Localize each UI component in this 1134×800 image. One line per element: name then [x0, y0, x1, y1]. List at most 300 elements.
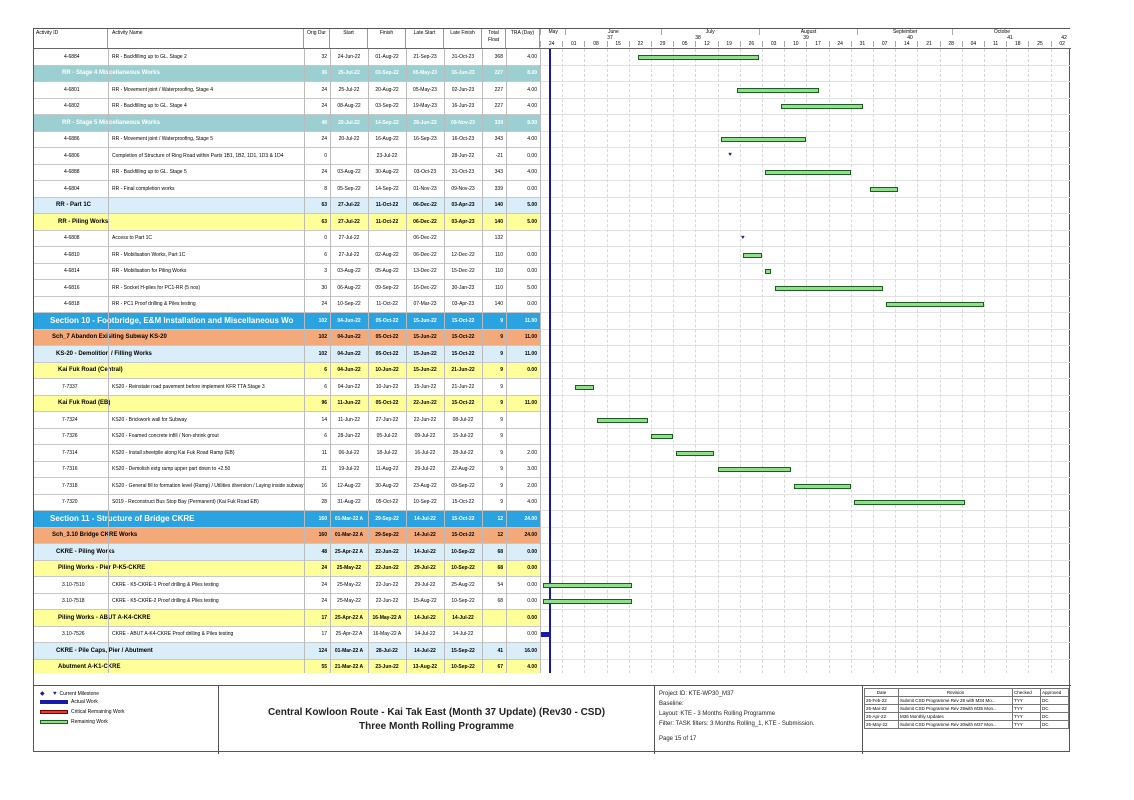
- cell-dur: 24: [321, 301, 327, 308]
- gantt-gridline: [740, 49, 741, 673]
- activity-row[interactable]: [34, 231, 540, 248]
- cell-finish: 29-Sep-22: [375, 532, 399, 539]
- cell-tf: 12: [497, 532, 503, 539]
- cell-start: 27-Jul-22: [338, 202, 360, 209]
- cell-tra: 11.00: [524, 334, 537, 341]
- cell-finish: 10-Jun-22: [375, 367, 399, 374]
- cell-tf: 9: [500, 466, 503, 473]
- cell-lstart: 01-Nov-23: [413, 185, 437, 192]
- wbs-band-row[interactable]: [34, 511, 540, 528]
- remaining-work-bar[interactable]: [794, 484, 851, 489]
- remaining-work-bar[interactable]: [651, 434, 673, 439]
- legend: [34, 686, 219, 754]
- cell-lfinish: 28-Jun-22: [451, 152, 475, 159]
- milestone-marker[interactable]: ♥: [728, 152, 732, 158]
- milestone-legend-icon: ◆ ♥: [40, 691, 57, 697]
- remaining-work-bar[interactable]: [781, 104, 863, 109]
- activity-row[interactable]: [34, 379, 540, 396]
- cell-finish: 28-Jul-22: [376, 647, 398, 654]
- cell-tra: 0.00: [527, 598, 537, 605]
- activity-table: [34, 49, 1071, 673]
- cell-tf: 9: [500, 433, 503, 440]
- actual-work-bar[interactable]: [541, 632, 550, 637]
- wbs-band-row[interactable]: [34, 643, 540, 660]
- cell-lfinish: 30-Jan-23: [451, 284, 475, 291]
- cell-tf: 110: [495, 251, 503, 258]
- cell-lfinish: 10-Sep-22: [451, 548, 475, 555]
- cell-start: 06-Jul-22: [338, 449, 360, 456]
- cell-start: 21-Mar-22 A: [334, 664, 364, 671]
- cell-lfinish: 03-Apr-23: [451, 218, 475, 225]
- cell-finish: 05-Oct-22: [375, 317, 399, 324]
- cell-finish: 05-Oct-22: [375, 334, 399, 341]
- cell-finish: 03-Sep-22: [375, 70, 399, 77]
- activity-row[interactable]: [34, 247, 540, 264]
- cell-start: 31-Aug-22: [337, 499, 361, 506]
- legend-current-milestone: Current Milestone: [59, 690, 99, 697]
- cell-tra: 5.00: [527, 218, 537, 225]
- cell-start: 06-Aug-22: [337, 284, 361, 291]
- remaining-work-bar[interactable]: [676, 451, 714, 456]
- rev-desc: Submit CSD Programme Rev 29with M35 Mon...: [899, 705, 1013, 713]
- cell-dur: 14: [321, 416, 327, 423]
- footer: [34, 685, 1071, 753]
- column-divider: [368, 49, 369, 673]
- rev-checked: TYY: [1013, 721, 1041, 729]
- timeline-day: 03: [762, 41, 784, 47]
- activity-row[interactable]: [34, 478, 540, 495]
- column-divider: [330, 49, 331, 673]
- cell-lstart: 15-Jun-22: [413, 383, 437, 390]
- wbs-band-row[interactable]: [34, 610, 540, 627]
- cell-lstart: 07-Mar-23: [413, 301, 437, 308]
- timeline-day: 11: [984, 41, 1006, 47]
- cell-lstart: 15-Jun-22: [413, 334, 437, 341]
- cell-start: 27-Jul-22: [338, 251, 360, 258]
- gantt-gridline: [562, 49, 563, 673]
- cell-start: 04-Jun-22: [337, 317, 361, 324]
- remaining-work-bar[interactable]: [575, 385, 594, 390]
- column-divider: [506, 49, 507, 673]
- activity-row[interactable]: [34, 577, 540, 594]
- cell-lstart: 05-May-23: [412, 70, 438, 77]
- cell-start: 11-Jun-22: [337, 400, 361, 407]
- cell-start: 04-Jun-22: [337, 350, 361, 357]
- actual-work-legend-icon: [40, 700, 68, 704]
- gantt-gridline: [873, 49, 874, 673]
- col-activity-name[interactable]: Activity Name: [108, 29, 304, 48]
- gantt-gridline: [917, 49, 918, 673]
- cell-finish: 05-Oct-22: [375, 499, 399, 506]
- cell-lfinish: 15-Oct-22: [451, 400, 475, 407]
- cell-dur: 17: [321, 631, 327, 638]
- cell-dur: 11: [321, 449, 327, 456]
- cell-tra: [506, 231, 540, 247]
- cell-lstart: 06-Dec-22: [413, 218, 437, 225]
- wbs-band-row[interactable]: [34, 528, 540, 545]
- rev-desc: Submit CSD Programme Rev 30with M37 Mon...: [899, 721, 1013, 729]
- col-orig-dur[interactable]: Orig Dur: [304, 29, 330, 48]
- wbs-band-row[interactable]: [34, 214, 540, 231]
- activity-row[interactable]: [34, 445, 540, 462]
- rev-header-approved: Approved: [1041, 689, 1069, 697]
- milestone-marker[interactable]: ♥: [740, 234, 745, 241]
- cell-dur: 24: [321, 565, 327, 572]
- wbs-band-row[interactable]: [34, 346, 540, 363]
- cell-lfinish: 21-Jun-22: [451, 367, 475, 374]
- remaining-work-bar[interactable]: [765, 170, 851, 175]
- activity-row[interactable]: [34, 594, 540, 611]
- column-divider: [482, 49, 483, 673]
- remaining-work-bar[interactable]: [718, 467, 791, 472]
- gantt-gridline: [651, 49, 652, 673]
- cell-start: 20-Jul-22: [338, 136, 360, 143]
- cell-tf: 9: [500, 499, 503, 506]
- cell-name: RR - Part 1C: [56, 202, 92, 209]
- activity-row[interactable]: [34, 495, 540, 512]
- col-late-finish[interactable]: Late Finish: [444, 29, 482, 48]
- remaining-work-bar[interactable]: [854, 500, 965, 505]
- cell-lfinish: 25-Aug-22: [451, 581, 475, 588]
- cell-dur: 6: [324, 433, 327, 440]
- cell-finish: [368, 231, 406, 247]
- activity-row[interactable]: [34, 264, 540, 281]
- cell-tra: 0.00: [527, 268, 537, 275]
- rev-checked: TYY: [1013, 705, 1041, 713]
- cell-tra: 0.00: [527, 152, 537, 159]
- cell-lstart: 16-Jul-22: [414, 449, 436, 456]
- wbs-band-row[interactable]: [34, 660, 540, 674]
- cell-dur: 55: [321, 664, 327, 671]
- cell-name: RR - Piling Works: [58, 218, 109, 225]
- cell-lstart: 06-Dec-22: [413, 251, 437, 258]
- cell-dur: 21: [321, 466, 327, 473]
- cell-start: 01-Mar-22 A: [334, 515, 364, 522]
- cell-finish: 23-Jul-22: [376, 152, 398, 159]
- cell-tf: 132: [494, 235, 503, 242]
- rev-date: 25-Apr-22: [865, 713, 899, 721]
- remaining-work-bar[interactable]: [886, 302, 984, 307]
- cell-tf: [482, 627, 506, 643]
- cell-lfinish: 21-Jun-22: [451, 383, 475, 390]
- cell-tf: 9: [500, 317, 503, 324]
- wbs-band-row[interactable]: [34, 66, 540, 83]
- col-tra[interactable]: TRA (Day): [506, 29, 540, 48]
- cell-lstart: [406, 148, 444, 164]
- cell-finish: 16-May-22 A: [372, 614, 402, 621]
- cell-finish: 20-Aug-22: [375, 86, 399, 93]
- remaining-work-bar[interactable]: [765, 269, 771, 274]
- cell-lfinish: 15-Oct-22: [451, 532, 475, 539]
- cell-tf: -21: [495, 152, 503, 159]
- cell-finish: 05-Oct-22: [375, 350, 399, 357]
- cell-lstart: 16-Sep-23: [413, 136, 437, 143]
- gantt-gridline: [629, 49, 630, 673]
- cell-start: 20-Jul-22: [338, 119, 360, 126]
- rev-header-checked: Checked: [1013, 689, 1041, 697]
- timeline-day: 07: [873, 41, 895, 47]
- cell-name: CKRE - ABUT A-K4-CKRE Proof drilling & Piles testing: [112, 631, 234, 638]
- gantt-sheet: [33, 28, 1070, 752]
- cell-tra: 0.00: [527, 251, 537, 258]
- remaining-work-bar[interactable]: [737, 88, 819, 93]
- cell-name: RR - Socket H-piles for PC1-RR (5 nos): [112, 284, 201, 291]
- cell-dur: 24: [321, 86, 327, 93]
- timeline-day: 18: [1006, 41, 1028, 47]
- remaining-legend-icon: [40, 720, 68, 724]
- cell-dur: 48: [321, 548, 327, 555]
- gantt-gridline: [607, 49, 608, 673]
- cell-tf: 140: [494, 218, 503, 225]
- cell-dur: 32: [321, 53, 327, 60]
- timeline-day: 24: [540, 41, 562, 47]
- cell-name: CKRE - K5-CKRE-1 Proof drilling & Piles testing: [112, 581, 219, 588]
- cell-start: 27-Jul-22: [338, 235, 360, 242]
- cell-id: 4-6804: [64, 185, 80, 192]
- cell-finish: 22-Jun-22: [375, 598, 399, 605]
- cell-start: 25-May-22: [337, 598, 361, 605]
- cell-name: RR - Mobilisation Works, Part 1C: [112, 251, 186, 258]
- cell-dur: 28: [321, 499, 327, 506]
- rev-desc: M36 Monthly Updates: [899, 713, 1013, 721]
- cell-id: 4-6888: [64, 169, 80, 176]
- col-late-start[interactable]: Late Start: [406, 29, 444, 48]
- cell-lstart: 14-Jul-22: [414, 614, 436, 621]
- cell-id: 7-7314: [62, 449, 78, 456]
- cell-name: Sch_3.10 Bridge CKRE Works: [52, 532, 138, 539]
- cell-tf: 68: [497, 548, 503, 555]
- timeline-day: 19: [718, 41, 740, 47]
- cell-finish: 14-Sep-22: [375, 119, 399, 126]
- cell-name: RR - Backfilling up to GL. Stage 5: [112, 169, 187, 176]
- cell-tra: 11.00: [524, 317, 537, 324]
- cell-name: KS20 - General fill to formation level (Ramp) / Utilities diversion / Laying inside subway: [112, 482, 304, 489]
- cell-finish: 16-Aug-22: [375, 136, 399, 143]
- cell-finish: 23-Jun-22: [375, 664, 399, 671]
- cell-dur: 96: [321, 400, 327, 407]
- cell-finish: 02-Aug-22: [375, 251, 399, 258]
- cell-finish: 11-Aug-22: [375, 466, 399, 473]
- cell-tf: [482, 610, 506, 626]
- cell-lfinish: 10-Sep-22: [451, 565, 475, 572]
- timeline-week: 39: [803, 35, 809, 41]
- timeline-week: 37: [607, 35, 613, 41]
- cell-finish: 10-Jun-22: [375, 383, 399, 390]
- rev-header-date: Date: [865, 689, 899, 697]
- cell-dur: 24: [321, 103, 327, 110]
- cell-lstart: 05-May-23: [413, 86, 437, 93]
- cell-start: 24-Jun-22: [337, 53, 361, 60]
- cell-finish: 22-Jun-22: [375, 565, 399, 572]
- cell-dur: 102: [318, 350, 327, 357]
- cell-start: 11-Jun-22: [337, 416, 361, 423]
- cell-name: Abutment A-K1-CKRE: [58, 664, 121, 671]
- timeline-day: 08: [584, 41, 606, 47]
- cell-lstart: 14-Jul-22: [414, 532, 436, 539]
- cell-dur: 6: [324, 251, 327, 258]
- revision-row: [865, 705, 1069, 713]
- activity-row[interactable]: [34, 49, 540, 66]
- cell-tra: 0.00: [527, 581, 537, 588]
- timeline-week: 41: [1007, 35, 1013, 41]
- timeline-day: 17: [806, 41, 828, 47]
- remaining-work-bar[interactable]: [543, 583, 632, 588]
- cell-tf: 227: [494, 86, 503, 93]
- gantt-gridline: [851, 49, 852, 673]
- cell-tra: 4.00: [527, 86, 537, 93]
- cell-start: 04-Jun-22: [337, 383, 361, 390]
- timeline-day: 31: [851, 41, 873, 47]
- cell-lfinish: 03-Apr-23: [451, 202, 475, 209]
- wbs-band-row[interactable]: [34, 561, 540, 578]
- cell-name: Kai Fuk Road (EB): [58, 400, 111, 407]
- gantt-gridline: [784, 49, 785, 673]
- remaining-work-bar[interactable]: [638, 55, 759, 60]
- cell-lfinish: 28-Jul-22: [452, 449, 474, 456]
- cell-tf: 9: [500, 400, 503, 407]
- cell-finish: 29-Sep-22: [375, 515, 399, 522]
- col-finish[interactable]: Finish: [368, 29, 406, 48]
- cell-lfinish: 16-Jun-23: [451, 70, 475, 77]
- cell-tf: 227: [494, 103, 503, 110]
- gantt-gridline: [584, 49, 585, 673]
- cell-id: 3.10-7510: [62, 581, 85, 588]
- remaining-work-bar[interactable]: [543, 599, 632, 604]
- cell-tra: 8.00: [527, 70, 537, 77]
- activity-row[interactable]: [34, 627, 540, 644]
- cell-dur: 30: [321, 284, 327, 291]
- cell-name: RR - PC1 Proof drilling & Piles testing: [112, 301, 196, 308]
- cell-lstart: 15-Jun-22: [413, 350, 437, 357]
- wbs-band-row[interactable]: [34, 115, 540, 132]
- cell-start: 04-Jun-22: [337, 334, 361, 341]
- cell-lfinish: 15-Jul-22: [452, 433, 474, 440]
- cell-start: 12-Aug-22: [337, 482, 361, 489]
- col-start[interactable]: Start: [330, 29, 368, 48]
- cell-name: KS20 - Install sheetpile along Kai Fuk Road Ramp (EB): [112, 449, 235, 456]
- cell-name: Completion of Structure of Ring Road within Parts 1B1, 1B2, 1D1, 1D3 & 1D4: [112, 152, 284, 159]
- activity-row[interactable]: [34, 132, 540, 149]
- cell-finish: 16-May-22 A: [372, 631, 402, 638]
- remaining-work-bar[interactable]: [775, 286, 883, 291]
- timeline-day: 12: [695, 41, 717, 47]
- cell-name: KS20 - Reinstate road pavement before implement KFR TTA Stage 3: [112, 383, 265, 390]
- cell-lstart: 14-Jul-22: [414, 647, 436, 654]
- gantt-gridline: [984, 49, 985, 673]
- wbs-band-row[interactable]: [34, 544, 540, 561]
- cell-dur: 63: [321, 202, 327, 209]
- cell-id: 3.10-7526: [62, 631, 85, 638]
- cell-name: Section 10 - Footbridge, E&M Installation and Miscellaneous Wo: [50, 316, 294, 326]
- activity-row[interactable]: [34, 99, 540, 116]
- cell-start: 03-Aug-22: [337, 169, 361, 176]
- activity-row[interactable]: [34, 412, 540, 429]
- cell-tra: 4.00: [527, 169, 537, 176]
- cell-start: 25-May-22: [336, 565, 362, 572]
- remaining-work-bar[interactable]: [743, 253, 762, 258]
- layout-name: Layout: KTE - 3 Months Rolling Programme: [659, 711, 776, 717]
- cell-lfinish: [444, 231, 482, 247]
- cell-lstart: 09-Jul-22: [414, 433, 436, 440]
- project-id: Project ID: KTE-WP30_M37: [659, 691, 734, 697]
- timeline-day: 24: [829, 41, 851, 47]
- cell-finish: 05-Jul-22: [376, 433, 398, 440]
- cell-id: 4-6801: [64, 86, 80, 93]
- cell-lstart: 23-Aug-22: [413, 482, 437, 489]
- cell-name: Piling Works - ABUT A-K4-CKRE: [58, 614, 151, 621]
- activity-row[interactable]: [34, 181, 540, 198]
- wbs-band-row[interactable]: [34, 313, 540, 330]
- timeline-day: 02: [1051, 41, 1073, 47]
- remaining-work-bar[interactable]: [870, 187, 899, 192]
- timeline-day: 21: [917, 41, 939, 47]
- cell-tra: 8.00: [527, 119, 537, 126]
- cell-name: KS20 - Foamed concrete infill / Non-shrink grout: [112, 433, 219, 440]
- cell-lfinish: 03-Apr-23: [451, 301, 475, 308]
- remaining-work-bar[interactable]: [597, 418, 648, 423]
- cell-lstart: 28-Jun-23: [413, 119, 437, 126]
- cell-name: Section 11 - Structure of Bridge CKRE: [50, 514, 195, 524]
- activity-row[interactable]: [34, 462, 540, 479]
- cell-name: RR - Final completion works: [112, 185, 175, 192]
- baseline: Baseline:: [659, 701, 684, 707]
- timeline-header: [540, 29, 1071, 48]
- activity-row[interactable]: [34, 165, 540, 182]
- cell-lfinish: 08-Jul-22: [452, 416, 474, 423]
- activity-row[interactable]: [34, 148, 540, 165]
- activity-row[interactable]: [34, 280, 540, 297]
- col-total-float[interactable]: Total Float: [482, 29, 506, 48]
- cell-lfinish: 02-Jun-23: [451, 86, 475, 93]
- wbs-band-row[interactable]: [34, 396, 540, 413]
- cell-tf: 12: [497, 515, 503, 522]
- wbs-band-row[interactable]: [34, 363, 540, 380]
- activity-row[interactable]: [34, 429, 540, 446]
- cell-name: KS-20 - Demolition / Filling Works: [56, 350, 152, 357]
- cell-finish: 11-Oct-22: [375, 218, 399, 225]
- cell-dur: 8: [324, 185, 327, 192]
- rev-date: 25-Mar-22: [865, 705, 899, 713]
- timeline-day: 05: [673, 41, 695, 47]
- col-activity-id[interactable]: Activity ID: [34, 29, 108, 48]
- timeline-week: 38: [695, 35, 701, 41]
- cell-tf: 140: [494, 301, 503, 308]
- cell-tra: 0.00: [527, 614, 537, 621]
- activity-row[interactable]: [34, 82, 540, 99]
- cell-start: 05-Sep-22: [337, 185, 361, 192]
- title-block: [219, 686, 655, 754]
- cell-lstart: 22-Jun-22: [413, 400, 437, 407]
- cell-tf: 9: [500, 334, 503, 341]
- wbs-band-row[interactable]: [34, 330, 540, 347]
- timeline-month: May: [540, 29, 565, 35]
- cell-tra: 0.00: [527, 301, 537, 308]
- cell-dur: 6: [324, 383, 327, 390]
- activity-row[interactable]: [34, 297, 540, 314]
- cell-tf: 343: [494, 169, 503, 176]
- rev-approved: DC: [1041, 713, 1069, 721]
- wbs-band-row[interactable]: [34, 198, 540, 215]
- cell-dur: 24: [321, 136, 327, 143]
- cell-tra: 2.00: [527, 449, 537, 456]
- cell-id: 4-6806: [64, 152, 80, 159]
- remaining-work-bar[interactable]: [721, 137, 807, 142]
- rev-approved: DC: [1041, 721, 1069, 729]
- cell-start: 01-Mar-22 A: [334, 532, 364, 539]
- cell-lfinish: 31-Oct-23: [451, 53, 475, 60]
- cell-lfinish: 09-Nov-23: [451, 185, 475, 192]
- cell-tra: 0.00: [527, 548, 537, 555]
